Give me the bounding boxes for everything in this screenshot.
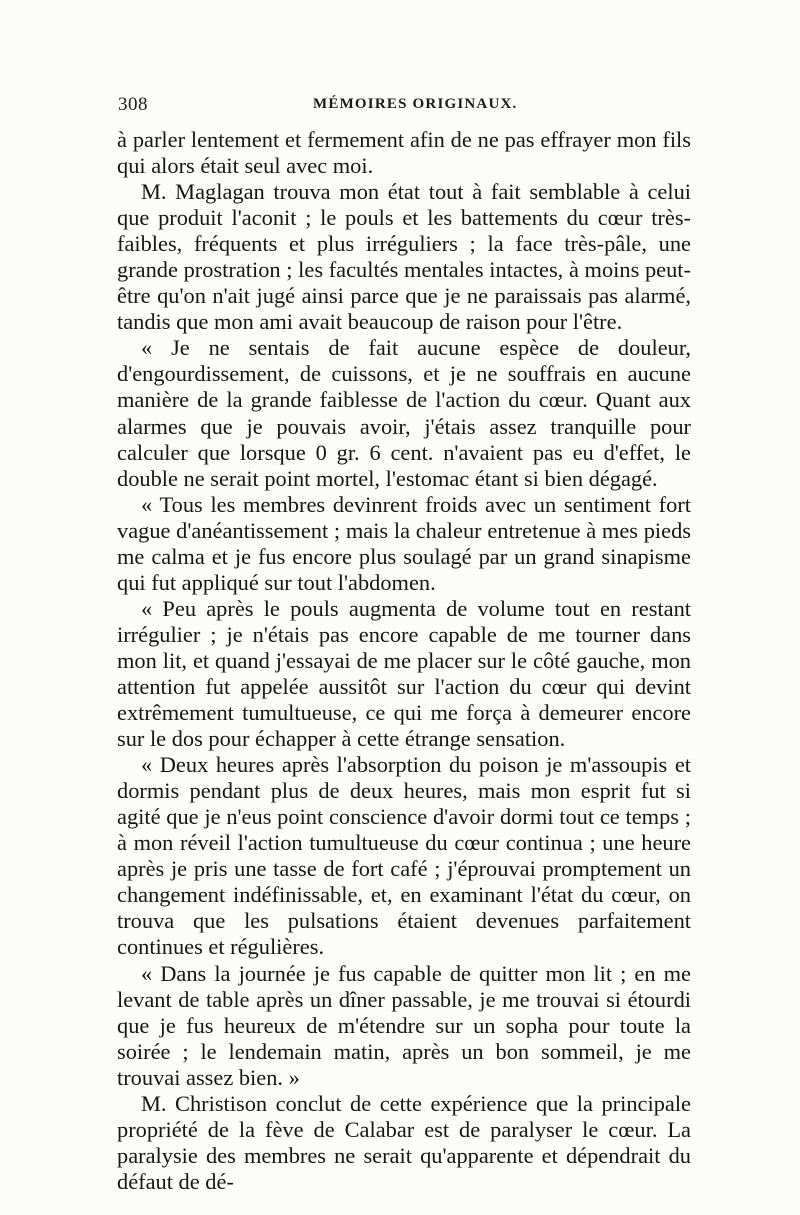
- paragraph-continuation: à parler lentement et fermement afin de ne pas effrayer mon fils qui alors était seul avec moi.: [117, 127, 691, 179]
- paragraph: « Je ne sentais de fait aucune espèce de douleur, d'engourdissement, de cuissons, et je ne souffrais en aucune manière de la grande faiblesse de l'action du cœur. Quant aux alarmes que je pouvais avoir, j'étais assez tranquille pour calculer que lorsque 0 gr. 6 cent. n'avaient pas eu d'effet, le double ne serait point mortel, l'estomac étant si bien dégagé.: [117, 335, 691, 491]
- paragraph: M. Maglagan trouva mon état tout à fait semblable à celui que produit l'aconit ; le pouls et les battements du cœur très-faibles, fréquents et plus irréguliers ; la face très-pâle, une grande prostration ; les facultés mentales intactes, à moins peut-être qu'on n'ait jugé ainsi parce que je ne paraissais pas alarmé, tandis que mon ami avait beaucoup de raison pour l'être.: [117, 179, 691, 335]
- page-number: 308: [118, 94, 148, 115]
- paragraph: « Dans la journée je fus capable de quitter mon lit ; en me levant de table après un dîner passable, je me trouvai si étourdi que je fus heureux de m'étendre sur un sopha pour toute la soirée ; le lendemain matin, après un bon sommeil, je me trouvai assez bien. »: [117, 960, 691, 1090]
- body-text: [117, 127, 691, 1195]
- paragraph: « Deux heures après l'absorption du poison je m'assoupis et dormis pendant plus de deux heures, mais mon esprit fut si agité que je n'eus point conscience d'avoir dormi tout ce temps ; à mon réveil l'action tumultueuse du cœur continua ; une heure après je pris une tasse de fort café ; j'éprouvai promptement un changement indéfinissable, et, en examinant l'état du cœur, on trouva que les pulsations étaient devenues parfaitement continues et régulières.: [117, 752, 691, 960]
- running-title: MÉMOIRES ORIGINAUX.: [313, 96, 518, 112]
- paragraph: « Peu après le pouls augmenta de volume tout en restant irrégulier ; je n'étais pas encore capable de me tourner dans mon lit, et quand j'essayai de me placer sur le côté gauche, mon attention fut appelée aussitôt sur l'action du cœur qui devint extrêmement tumultueuse, ce qui me força à demeurer encore sur le dos pour échapper à cette étrange sensation.: [117, 595, 691, 752]
- paragraph: « Tous les membres devinrent froids avec un sentiment fort vague d'anéantissement ; mais la chaleur entretenue à mes pieds me calma et je fus encore plus soulagé par un grand sinapisme qui fut appliqué sur tout l'abdomen.: [117, 491, 691, 595]
- paragraph: M. Christison conclut de cette expérience que la principale propriété de la fève de Calabar est de paralyser le cœur. La paralysie des membres ne serait qu'apparente et dépendrait du défaut de dé-: [117, 1090, 691, 1194]
- running-head: [118, 94, 692, 120]
